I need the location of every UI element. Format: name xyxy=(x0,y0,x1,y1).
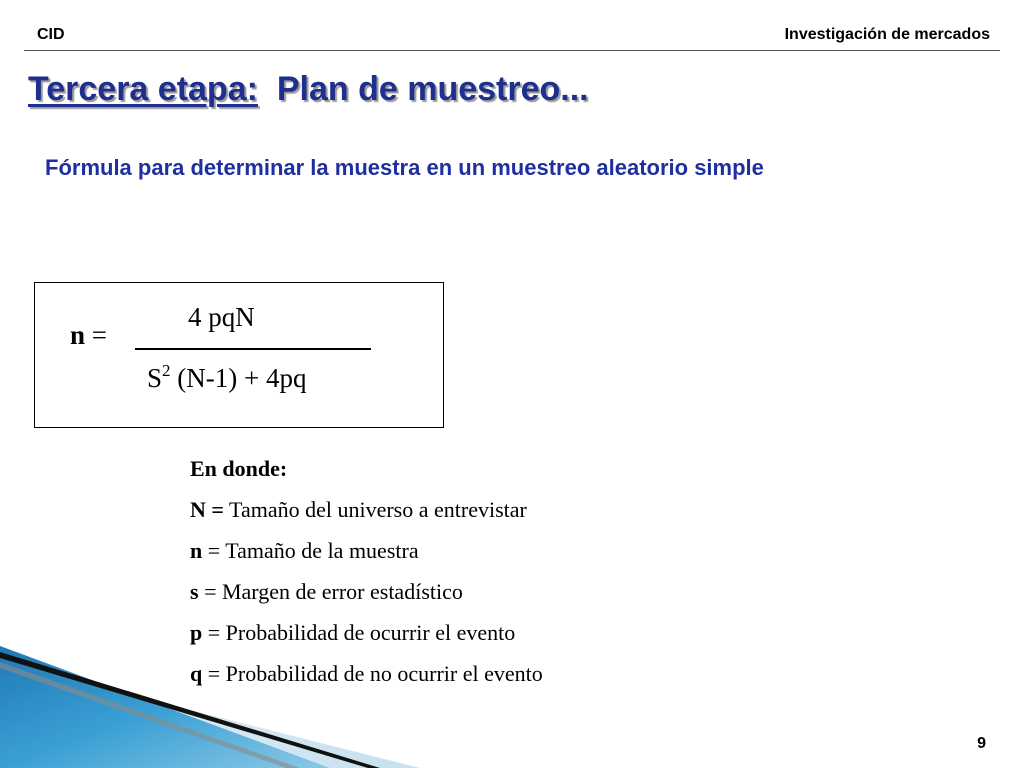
definition-text: = Tamaño de la muestra xyxy=(202,538,419,563)
header-left-label: CID xyxy=(37,26,65,43)
formula-fraction-bar xyxy=(135,348,371,350)
title-topic: Plan de muestreo... xyxy=(276,70,589,108)
formula-lhs xyxy=(70,320,107,351)
definition-symbol: n xyxy=(190,538,203,563)
definition-text: = Probabilidad de ocurrir el evento xyxy=(202,620,516,645)
definition-symbol: N = xyxy=(190,497,224,522)
definition-symbol: p xyxy=(190,620,203,645)
definition-item xyxy=(190,496,543,537)
definition-text: Tamaño del universo a entrevistar xyxy=(223,497,527,522)
definitions-heading-text: En donde: xyxy=(190,456,288,481)
formula-denominator-rest: (N-1) + 4pq xyxy=(170,363,307,393)
definition-item xyxy=(190,537,543,578)
title-stage: Tercera etapa: xyxy=(28,70,258,108)
page-number: 9 xyxy=(977,735,986,752)
definition-text: = Margen de error estadístico xyxy=(198,579,463,604)
definition-symbol: s xyxy=(190,579,199,604)
formula-denominator-exponent: 2 xyxy=(162,361,171,380)
definitions-heading xyxy=(190,455,543,496)
slide-title xyxy=(28,70,589,109)
definition-item xyxy=(190,578,543,619)
definition-text: = Probabilidad de no ocurrir el evento xyxy=(202,661,543,686)
formula-lhs-variable: n xyxy=(70,320,86,350)
definition-symbol: q xyxy=(190,661,203,686)
decorative-corner-swoosh xyxy=(0,640,420,768)
formula-numerator: 4 pqN xyxy=(188,302,255,332)
formula-equals: = xyxy=(91,320,108,350)
formula-denominator-base: S xyxy=(147,363,163,393)
slide-subtitle: Fórmula para determinar la muestra en un muestreo aleatorio simple xyxy=(45,155,764,180)
formula-box xyxy=(34,282,444,428)
formula-denominator xyxy=(147,361,306,394)
header-right-label: Investigación de mercados xyxy=(784,26,990,43)
header-divider xyxy=(24,50,1000,51)
